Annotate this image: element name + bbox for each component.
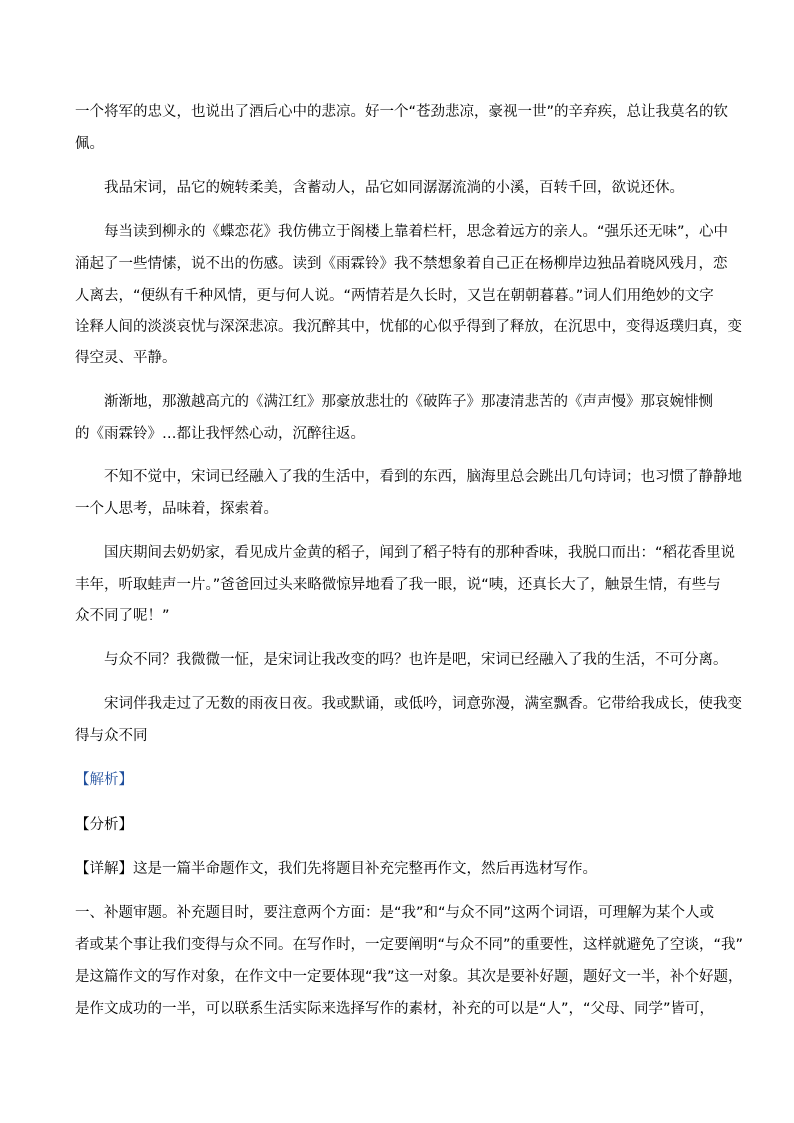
body-line: 得与众不同: [75, 728, 148, 744]
body-line: 人离去，“便纵有千种风情，更与何人说。“两情若是久长时，又岂在朝朝暮暮。”词人们用绝妙的文字: [75, 288, 714, 304]
body-line: 与众不同？我微微一怔，是宋词让我改变的吗？也许是吧，宋词已经融入了我的生活，不可分离。: [104, 652, 728, 668]
body-line: 一、补题审题。补充题目时，要注意两个方面：是“我”和“与众不同”这两个词语，可理解为某个人或: [75, 905, 715, 921]
body-line: 是这篇作文的写作对象，在作文中一定要体现“我”这一对象。其次是要补好题，题好文一半，补个好题，: [75, 969, 743, 985]
body-line: 渐渐地，那激越高亢的《满江红》那豪放悲壮的《破阵子》那凄清悲苦的《声声慢》那哀婉悱恻: [104, 394, 713, 410]
section-heading-analysis: 【解析】: [75, 772, 133, 788]
body-line: 宋词伴我走过了无数的雨夜日夜。我或默诵，或低吟，词意弥漫，满室飘香。它带给我成长，使我变: [104, 696, 742, 712]
body-line: 每当读到柳永的《蝶恋花》我仿佛立于阁楼上靠着栏杆，思念着远方的亲人。“强乐还无味”，心中: [104, 224, 729, 240]
body-line: 是作文成功的一半，可以联系生活实际来选择写作的素材，补充的可以是“人”，“父母、同学”皆可，: [75, 1001, 715, 1017]
body-line: 一个将军的忠义，也说出了酒后心中的悲凉。好一个“苍劲悲凉，豪视一世”的辛弃疾，总让我莫名的钦: [75, 104, 729, 120]
body-line: 佩。: [75, 136, 104, 152]
body-line: 诠释人间的淡淡哀忧与深深悲凉。我沉醉其中，忧郁的心似乎得到了释放，在沉思中，变得返璞归真，变: [75, 319, 742, 335]
body-line: 众不同了呢！”: [75, 608, 170, 624]
body-line: 得空灵、平静。: [75, 350, 177, 366]
body-line: 的《雨霖铃》…都让我怦然心动，沉醉往返。: [75, 426, 365, 442]
body-line: 我品宋词，品它的婉转柔美，含蓄动人，品它如同潺潺流淌的小溪，百转千回，欲说还休。: [104, 180, 684, 196]
body-line: 不知不觉中，宋词已经融入了我的生活中，看到的东西，脑海里总会跳出几句诗词；也习惯了静静地: [104, 469, 742, 485]
body-line: 丰年，听取蛙声一片。”爸爸回过头来略微惊异地看了我一眼，说“咦，还真长大了，触景生情，有些与: [75, 577, 721, 593]
body-line: 【详解】这是一篇半命题作文，我们先将题目补充完整再作文，然后再选材写作。: [75, 861, 597, 877]
body-line: 一个人思考，品味着，探索着。: [75, 501, 278, 517]
body-line: 者或某个事让我们变得与众不同。在写作时，一定要阐明“与众不同”的重要性，这样就避免了空谈，“我”: [75, 937, 744, 953]
body-line: 国庆期间去奶奶家，看见成片金黄的稻子，闻到了稻子特有的那种香味，我脱口而出：“稻花香里说: [104, 545, 736, 561]
body-line: 涌起了一些情愫，说不出的伤感。读到《雨霖铃》我不禁想象着自己正在杨柳岸边独品着晓风残月，恋: [75, 256, 728, 272]
section-heading-breakdown: 【分析】: [75, 817, 133, 833]
